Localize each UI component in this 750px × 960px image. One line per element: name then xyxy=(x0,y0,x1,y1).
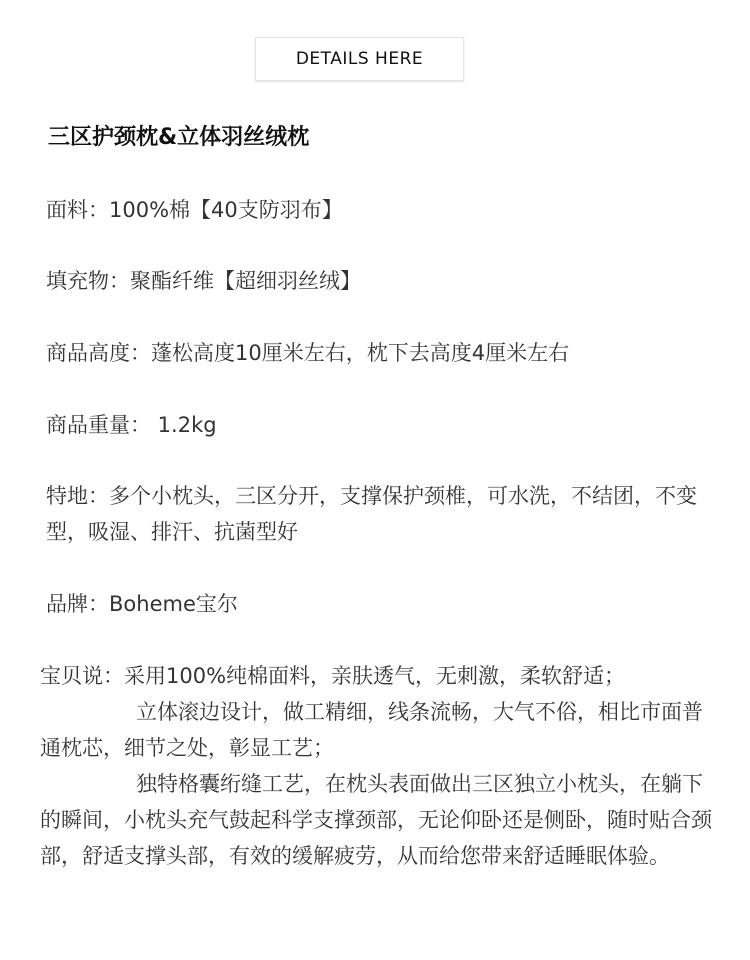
product-title: 三区护颈枕&立体羽丝绒枕 xyxy=(48,125,310,150)
details-here-button[interactable]: DETAILS HERE xyxy=(255,37,464,81)
spec-height: 商品高度：蓬松高度10厘米左右，枕下去高度4厘米左右 xyxy=(46,341,570,365)
product-description xyxy=(40,658,716,874)
spec-brand: 品牌：Boheme宝尔 xyxy=(46,592,238,616)
description-intro: 宝贝说：采用100%纯棉面料，亲肤透气，无刺激，柔软舒适； xyxy=(40,664,626,688)
spec-fabric: 面料：100%棉【40支防羽布】 xyxy=(46,198,343,222)
description-paragraph-design: 立体滚边设计，做工精细，线条流畅，大气不俗，相比市面普通枕芯，细节之处，彰显工艺； xyxy=(40,700,703,760)
spec-filling: 填充物：聚酯纤维【超细羽丝绒】 xyxy=(46,269,361,293)
description-paragraph-craft: 独特格囊绗缝工艺，在枕头表面做出三区独立小枕头，在躺下的瞬间，小枕头充气鼓起科学支撑颈部，无论仰卧还是侧卧，随时贴合颈部，舒适支撑头部，有效的缓解疲劳，从而给您带来舒适睡眠体验。 xyxy=(40,772,712,868)
spec-features: 特地：多个小枕头，三区分开，支撑保护颈椎，可水洗，不结团，不变型，吸湿、排汗、抗菌型好 xyxy=(46,484,697,544)
spec-weight: 商品重量： 1.2kg xyxy=(46,413,217,437)
